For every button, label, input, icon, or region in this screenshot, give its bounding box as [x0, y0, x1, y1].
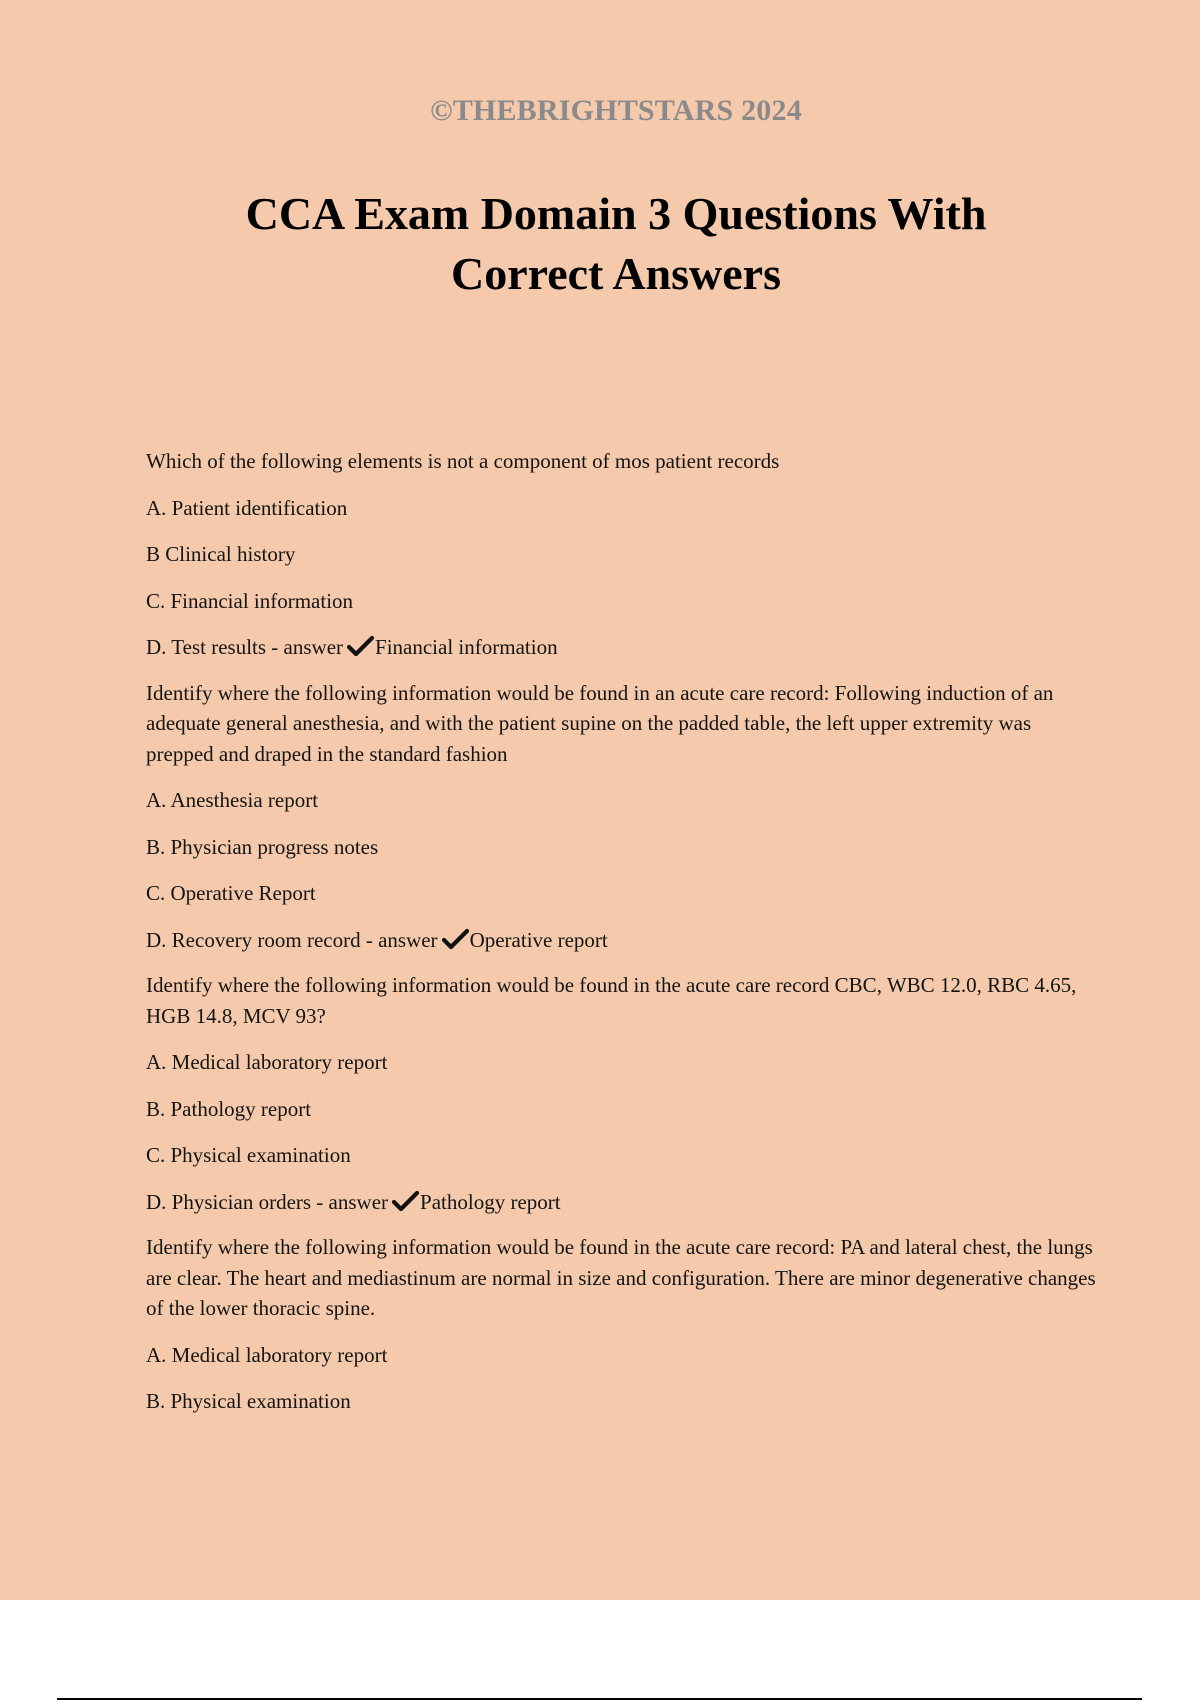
option-a: A. Anesthesia report [146, 788, 319, 812]
question-1 [146, 446, 1096, 663]
option-a: A. Patient identification [146, 495, 348, 520]
correct-answer: Financial information [375, 635, 558, 659]
page-title [150, 184, 1082, 304]
title-line-2: Correct Answers [451, 248, 781, 299]
option-b: B Clinical history [146, 542, 296, 566]
option-b: B. Physical examination [146, 1389, 351, 1413]
title-line-1: CCA Exam Domain 3 Questions With [245, 188, 987, 239]
question-text: Identify where the following information would be found in the acute care record: PA and lateral chest, the lungs are clear. The heart and mediastinum are normal in size and configuration. There are minor degenerative changes of the lower thoracic spine. [146, 1235, 1096, 1320]
option-b: B. Pathology report [146, 1096, 312, 1121]
check-icon [442, 928, 469, 950]
question-text: Identify where the following information would be found in an acute care record: Following induction of an adequate general anesthesia, and with the patient supine on the padded table, the left upper extremity was prepped and draped in the standard fashion [146, 680, 1054, 766]
question-4 [146, 1232, 1096, 1417]
check-icon [347, 635, 374, 657]
copyright-watermark: ©THEBRIGHTSTARS 2024 [430, 94, 802, 127]
correct-answer: Pathology report [420, 1189, 561, 1214]
option-d-with-answer [146, 925, 1096, 956]
option-d: D. Recovery room record - answer [146, 927, 438, 952]
correct-answer: Operative report [469, 927, 608, 952]
option-c: C. Operative Report [146, 881, 316, 905]
questions-list [146, 446, 1096, 1433]
question-text: Identify where the following information would be found in the acute care record CBC, WBC 12.0, RBC 4.65, HGB 14.8, MCV 93? [146, 973, 1077, 1028]
option-d-with-answer [146, 632, 1096, 663]
option-d: D. Test results - answer [146, 635, 344, 659]
option-d: D. Physician orders - answer [146, 1189, 389, 1214]
option-d-with-answer [146, 1187, 1096, 1218]
option-c: C. Physical examination [146, 1143, 351, 1167]
check-icon [392, 1190, 419, 1212]
option-a: A. Medical laboratory report [146, 1342, 388, 1367]
question-2 [146, 678, 1096, 956]
question-3 [146, 970, 1096, 1217]
question-text: Which of the following elements is not a component of mos patient records [146, 449, 780, 473]
option-c: C. Financial information [146, 588, 354, 613]
option-a: A. Medical laboratory report [146, 1050, 388, 1074]
option-b: B. Physician progress notes [146, 834, 379, 859]
